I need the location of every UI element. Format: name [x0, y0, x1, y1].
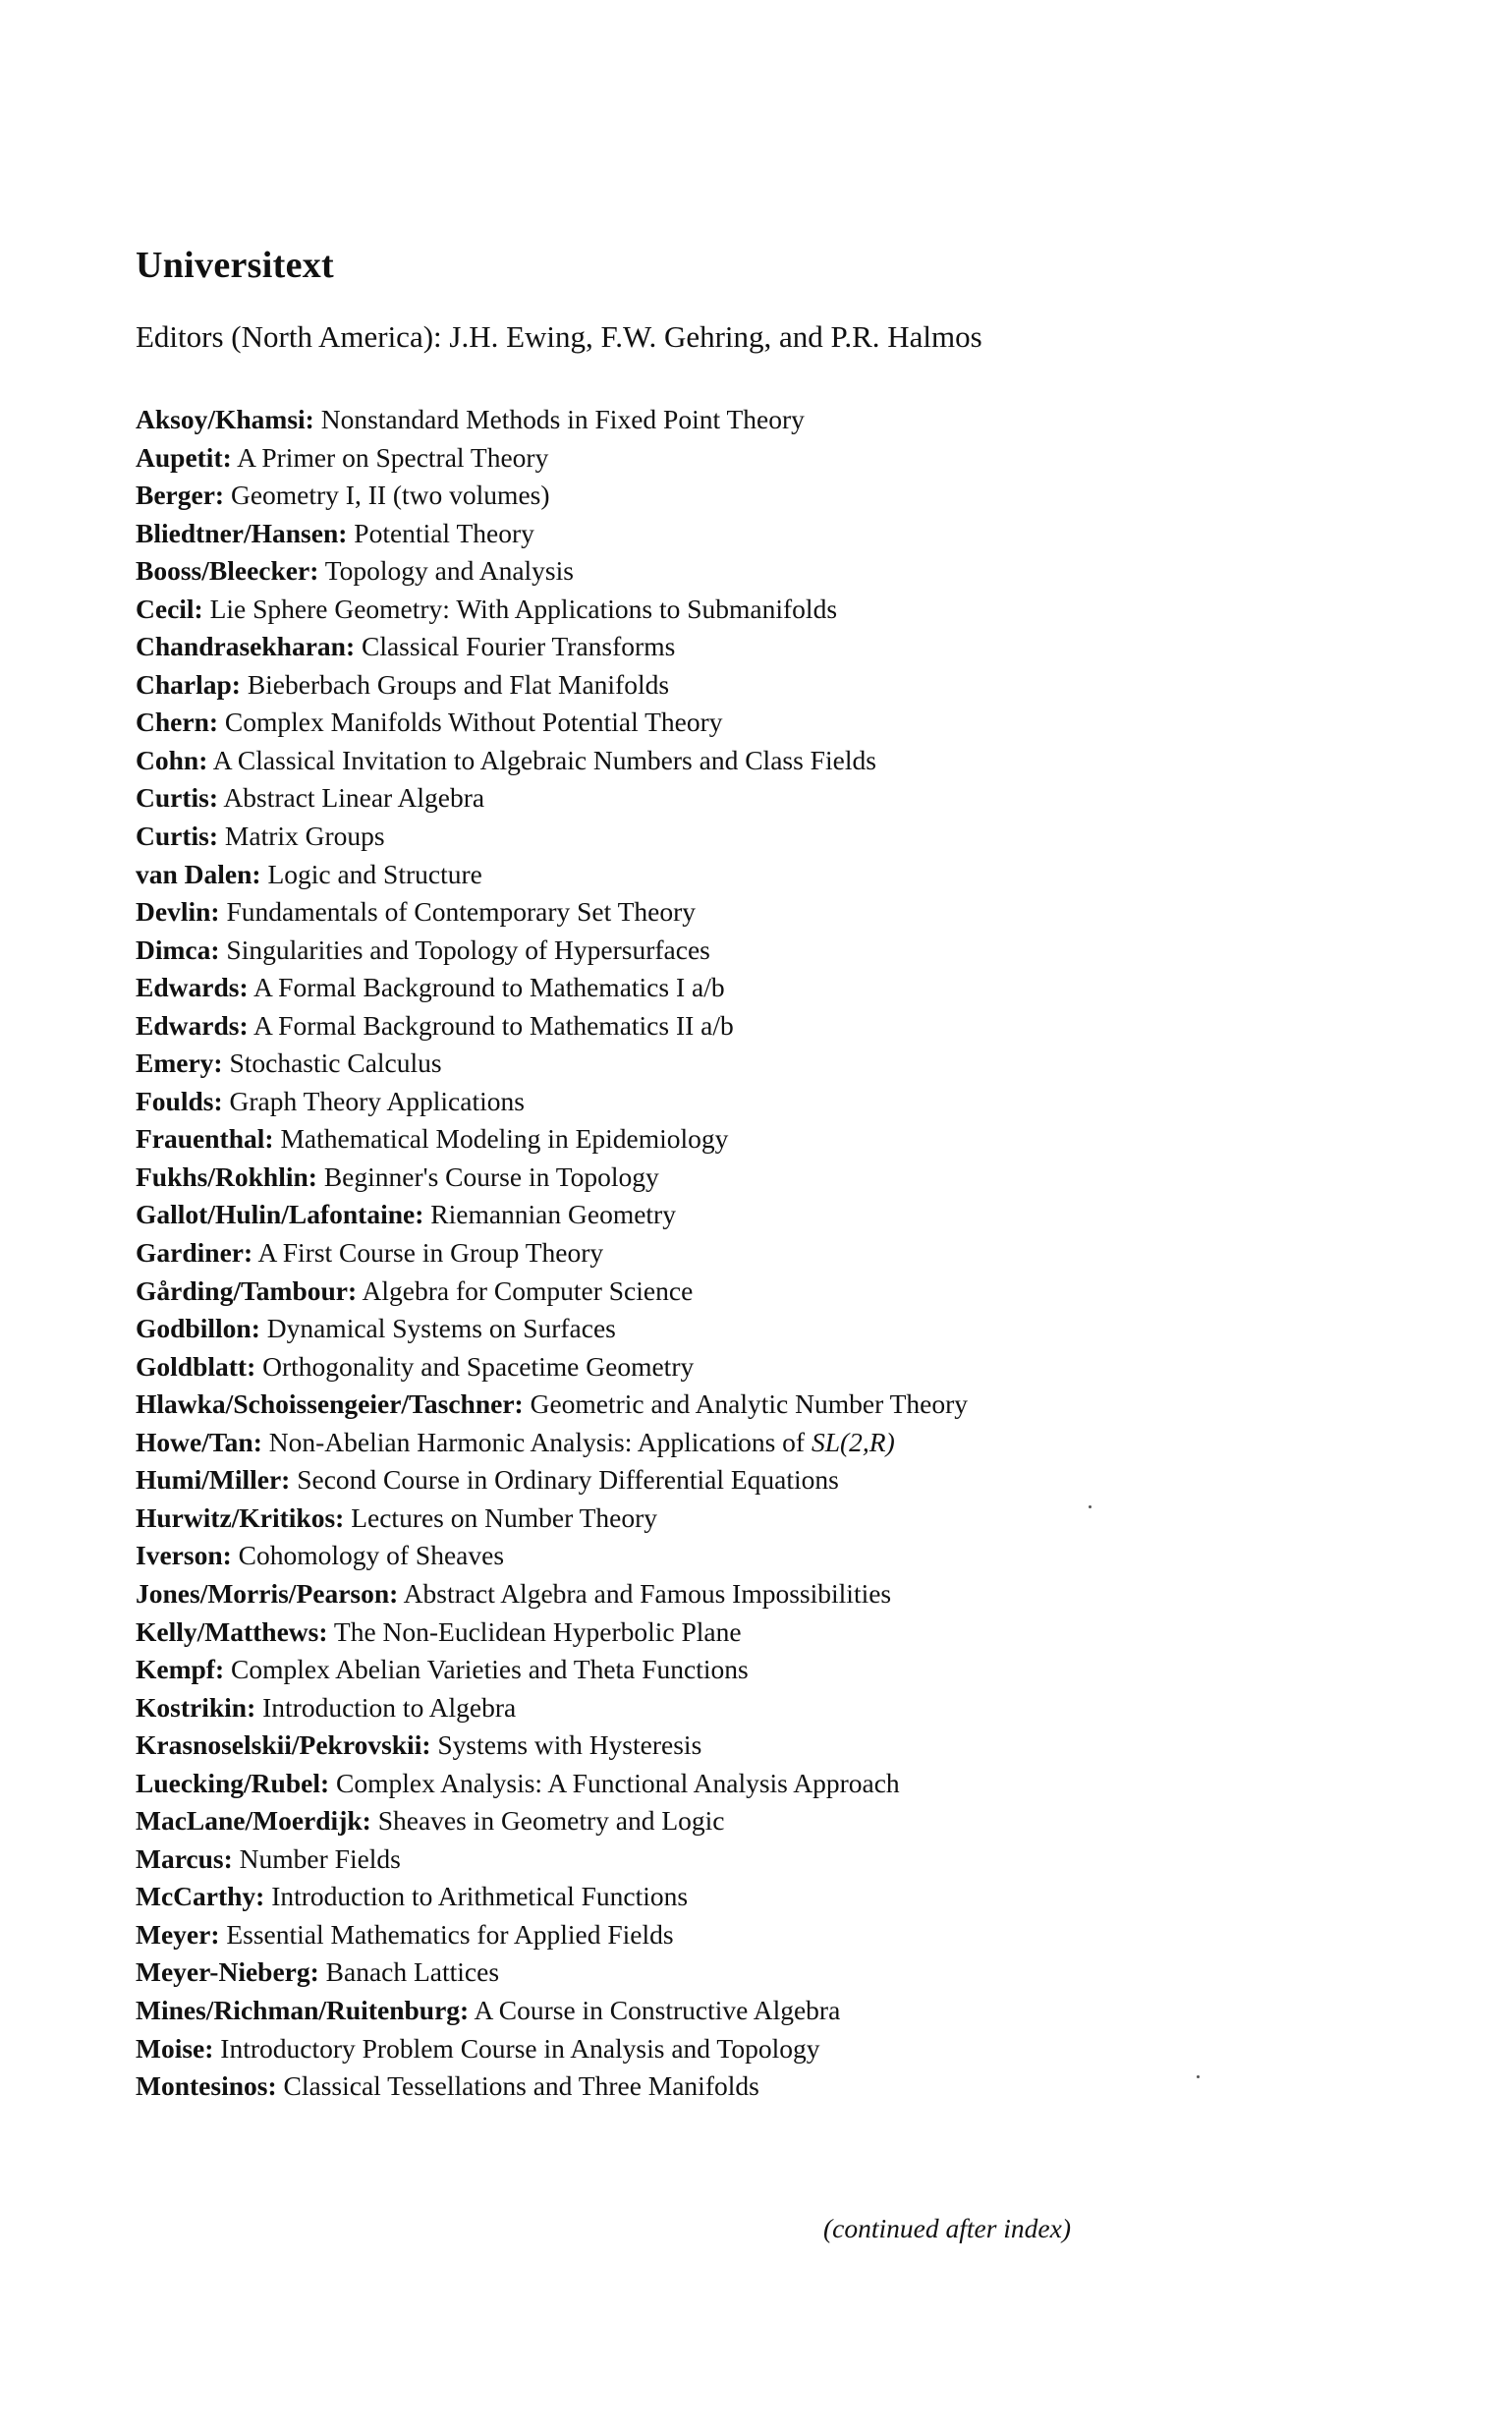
- book-entry: [136, 969, 968, 1007]
- book-entry: [136, 477, 968, 515]
- book-author: Gardiner:: [136, 1237, 253, 1269]
- book-title: Riemannian Geometry: [430, 1199, 676, 1230]
- book-author: Bliedtner/Hansen:: [136, 517, 348, 548]
- book-title: Lectures on Number Theory: [351, 1501, 658, 1533]
- book-title: Abstract Linear Algebra: [223, 782, 485, 814]
- book-entry: [136, 1424, 968, 1462]
- book-author: Kostrikin:: [136, 1691, 256, 1723]
- book-author: Cohn:: [136, 744, 208, 775]
- book-entry: [136, 1461, 968, 1500]
- book-author: Jones/Morris/Pearson:: [136, 1577, 399, 1609]
- book-author: Marcus:: [136, 1842, 233, 1874]
- book-title: Beginner's Course in Topology: [323, 1160, 659, 1192]
- book-author: Krasnoselskii/Pekrovskii:: [136, 1729, 431, 1761]
- book-entry: [136, 704, 968, 742]
- book-title: Introduction to Arithmetical Functions: [271, 1881, 689, 1912]
- book-title: Complex Analysis: A Functional Analysis Approach: [336, 1767, 900, 1798]
- book-entry: [136, 1651, 968, 1689]
- book-entry: [136, 1273, 968, 1311]
- book-title: Systems with Hysteresis: [437, 1729, 702, 1761]
- book-title: Topology and Analysis: [324, 555, 574, 587]
- book-title: Logic and Structure: [267, 858, 482, 889]
- book-entry: [136, 1689, 968, 1727]
- book-title: Lie Sphere Geometry: With Applications to Submanifolds: [209, 593, 838, 624]
- book-title: Bieberbach Groups and Flat Manifolds: [247, 668, 670, 700]
- book-title: A Formal Background to Mathematics II a/b: [252, 1009, 734, 1041]
- book-title: Abstract Algebra and Famous Impossibilities: [403, 1577, 892, 1609]
- book-entry: [136, 1500, 968, 1538]
- book-entry: [136, 1537, 968, 1575]
- book-entry: [136, 1386, 968, 1424]
- book-title: Mathematical Modeling in Epidemiology: [280, 1123, 729, 1155]
- book-author: Godbillon:: [136, 1313, 260, 1344]
- book-entry: [136, 1878, 968, 1916]
- book-entry: [136, 893, 968, 932]
- book-entry: [136, 1348, 968, 1387]
- book-title: Introductory Problem Course in Analysis and Topology: [220, 2032, 820, 2064]
- book-author: Devlin:: [136, 896, 220, 928]
- book-title: Singularities and Topology of Hypersurfaces: [226, 934, 710, 965]
- book-entry: [136, 1916, 968, 1954]
- book-author: Emery:: [136, 1047, 223, 1079]
- book-author: Mines/Richman/Ruitenburg:: [136, 1994, 470, 2025]
- book-entry: [136, 932, 968, 970]
- book-title: Cohomology of Sheaves: [238, 1540, 505, 1571]
- book-author: Chern:: [136, 707, 219, 738]
- book-author: Dimca:: [136, 934, 220, 965]
- book-title: Essential Mathematics for Applied Fields: [226, 1918, 674, 1950]
- book-entry: [136, 1802, 968, 1840]
- series-title: Universitext: [136, 245, 334, 286]
- book-author: Aksoy/Khamsi:: [136, 404, 314, 434]
- book-entry: [136, 666, 968, 705]
- book-entry: [136, 439, 968, 478]
- continued-note: (continued after index): [823, 2213, 1071, 2243]
- book-entry: [136, 1953, 968, 1992]
- book-author: Montesinos:: [136, 2070, 277, 2102]
- book-author: van Dalen:: [136, 858, 261, 889]
- book-title: Potential Theory: [354, 517, 534, 548]
- book-author: Edwards:: [136, 972, 249, 1003]
- book-title: Banach Lattices: [325, 1956, 500, 1988]
- book-entry: [136, 1613, 968, 1652]
- book-author: Hlawka/Schoissengeier/Taschner:: [136, 1388, 524, 1420]
- book-title: A Classical Invitation to Algebraic Numbers and Class Fields: [212, 744, 876, 775]
- book-author: Charlap:: [136, 668, 241, 700]
- book-title: Complex Manifolds Without Potential Theory: [224, 707, 723, 738]
- book-author: MacLane/Moerdijk:: [136, 1805, 371, 1837]
- book-entry: [136, 856, 968, 894]
- book-author: Curtis:: [136, 782, 219, 814]
- editors-line: Editors (North America): J.H. Ewing, F.W. Gehring, and P.R. Halmos: [136, 319, 982, 354]
- book-title: A First Course in Group Theory: [257, 1237, 604, 1269]
- book-entry: [136, 552, 968, 591]
- book-title: A Course in Constructive Algebra: [474, 1994, 841, 2025]
- book-title: Dynamical Systems on Surfaces: [266, 1313, 616, 1344]
- book-author: Foulds:: [136, 1085, 223, 1116]
- book-entry: [136, 1159, 968, 1197]
- book-entry: [136, 1083, 968, 1121]
- book-title: Matrix Groups: [224, 821, 385, 852]
- print-speck: [1089, 1505, 1092, 1508]
- book-title: Introduction to Algebra: [262, 1691, 517, 1723]
- book-title: Fundamentals of Contemporary Set Theory: [226, 896, 697, 928]
- book-author: Kempf:: [136, 1654, 225, 1685]
- book-title: Second Course in Ordinary Differential Equations: [297, 1464, 839, 1496]
- print-speck: [1197, 2075, 1200, 2078]
- book-author: McCarthy:: [136, 1881, 265, 1912]
- book-title: A Primer on Spectral Theory: [237, 441, 549, 473]
- book-title: Stochastic Calculus: [229, 1047, 442, 1079]
- book-author: Gårding/Tambour:: [136, 1274, 358, 1306]
- book-title: The Non-Euclidean Hyperbolic Plane: [333, 1615, 742, 1647]
- book-entry: [136, 742, 968, 780]
- book-entry: [136, 1120, 968, 1159]
- book-author: Frauenthal:: [136, 1123, 274, 1155]
- book-author: Hurwitz/Kritikos:: [136, 1501, 345, 1533]
- book-entry: [136, 1765, 968, 1803]
- book-entry: [136, 1840, 968, 1879]
- book-title: Complex Abelian Varieties and Theta Functions: [231, 1654, 749, 1685]
- book-author: Meyer:: [136, 1918, 220, 1950]
- book-author: Curtis:: [136, 821, 219, 852]
- book-author: Fukhs/Rokhlin:: [136, 1160, 317, 1192]
- book-author: Luecking/Rubel:: [136, 1767, 330, 1798]
- book-author: Howe/Tan:: [136, 1426, 262, 1457]
- book-author: Cecil:: [136, 593, 203, 624]
- book-author: Humi/Miller:: [136, 1464, 291, 1496]
- book-title: Non-Abelian Harmonic Analysis: Applications of: [268, 1426, 806, 1457]
- book-author: Iverson:: [136, 1540, 232, 1571]
- book-entry: [136, 401, 968, 439]
- book-entry: [136, 1575, 968, 1613]
- book-entry: [136, 1726, 968, 1765]
- book-author: Kelly/Matthews:: [136, 1615, 328, 1647]
- book-title: Classical Fourier Transforms: [361, 631, 676, 662]
- book-entry: [136, 1045, 968, 1083]
- book-title: Graph Theory Applications: [229, 1085, 525, 1116]
- book-title: Algebra for Computer Science: [362, 1274, 694, 1306]
- book-title: Classical Tessellations and Three Manifolds: [283, 2070, 759, 2102]
- book-title: Orthogonality and Spacetime Geometry: [262, 1350, 695, 1382]
- book-author: Goldblatt:: [136, 1350, 256, 1382]
- book-entry: [136, 1234, 968, 1273]
- book-author: Aupetit:: [136, 441, 232, 473]
- book-author: Meyer-Nieberg:: [136, 1956, 319, 1988]
- book-entry: [136, 2067, 968, 2106]
- book-entry: [136, 2030, 968, 2068]
- book-entry: [136, 515, 968, 553]
- book-author: Moise:: [136, 2032, 214, 2064]
- book-author: Chandrasekharan:: [136, 631, 356, 662]
- book-title: Geometry I, II (two volumes): [230, 480, 550, 511]
- book-author: Booss/Bleecker:: [136, 555, 319, 587]
- book-entry: [136, 1310, 968, 1348]
- book-list: [136, 401, 968, 2106]
- book-author: Edwards:: [136, 1009, 249, 1041]
- book-title: Number Fields: [239, 1842, 401, 1874]
- book-entry: [136, 1196, 968, 1234]
- book-title-italic: SL(2,R): [811, 1426, 895, 1457]
- book-entry: [136, 818, 968, 856]
- book-title: Geometric and Analytic Number Theory: [530, 1388, 969, 1420]
- book-author: Berger:: [136, 480, 225, 511]
- book-entry: [136, 628, 968, 666]
- book-entry: [136, 1007, 968, 1046]
- book-title: Nonstandard Methods in Fixed Point Theory: [320, 404, 805, 434]
- book-author: Gallot/Hulin/Lafontaine:: [136, 1199, 424, 1230]
- book-entry: [136, 591, 968, 629]
- book-title: Sheaves in Geometry and Logic: [377, 1805, 725, 1837]
- book-entry: [136, 1992, 968, 2030]
- book-entry: [136, 779, 968, 818]
- book-title: A Formal Background to Mathematics I a/b: [252, 972, 725, 1003]
